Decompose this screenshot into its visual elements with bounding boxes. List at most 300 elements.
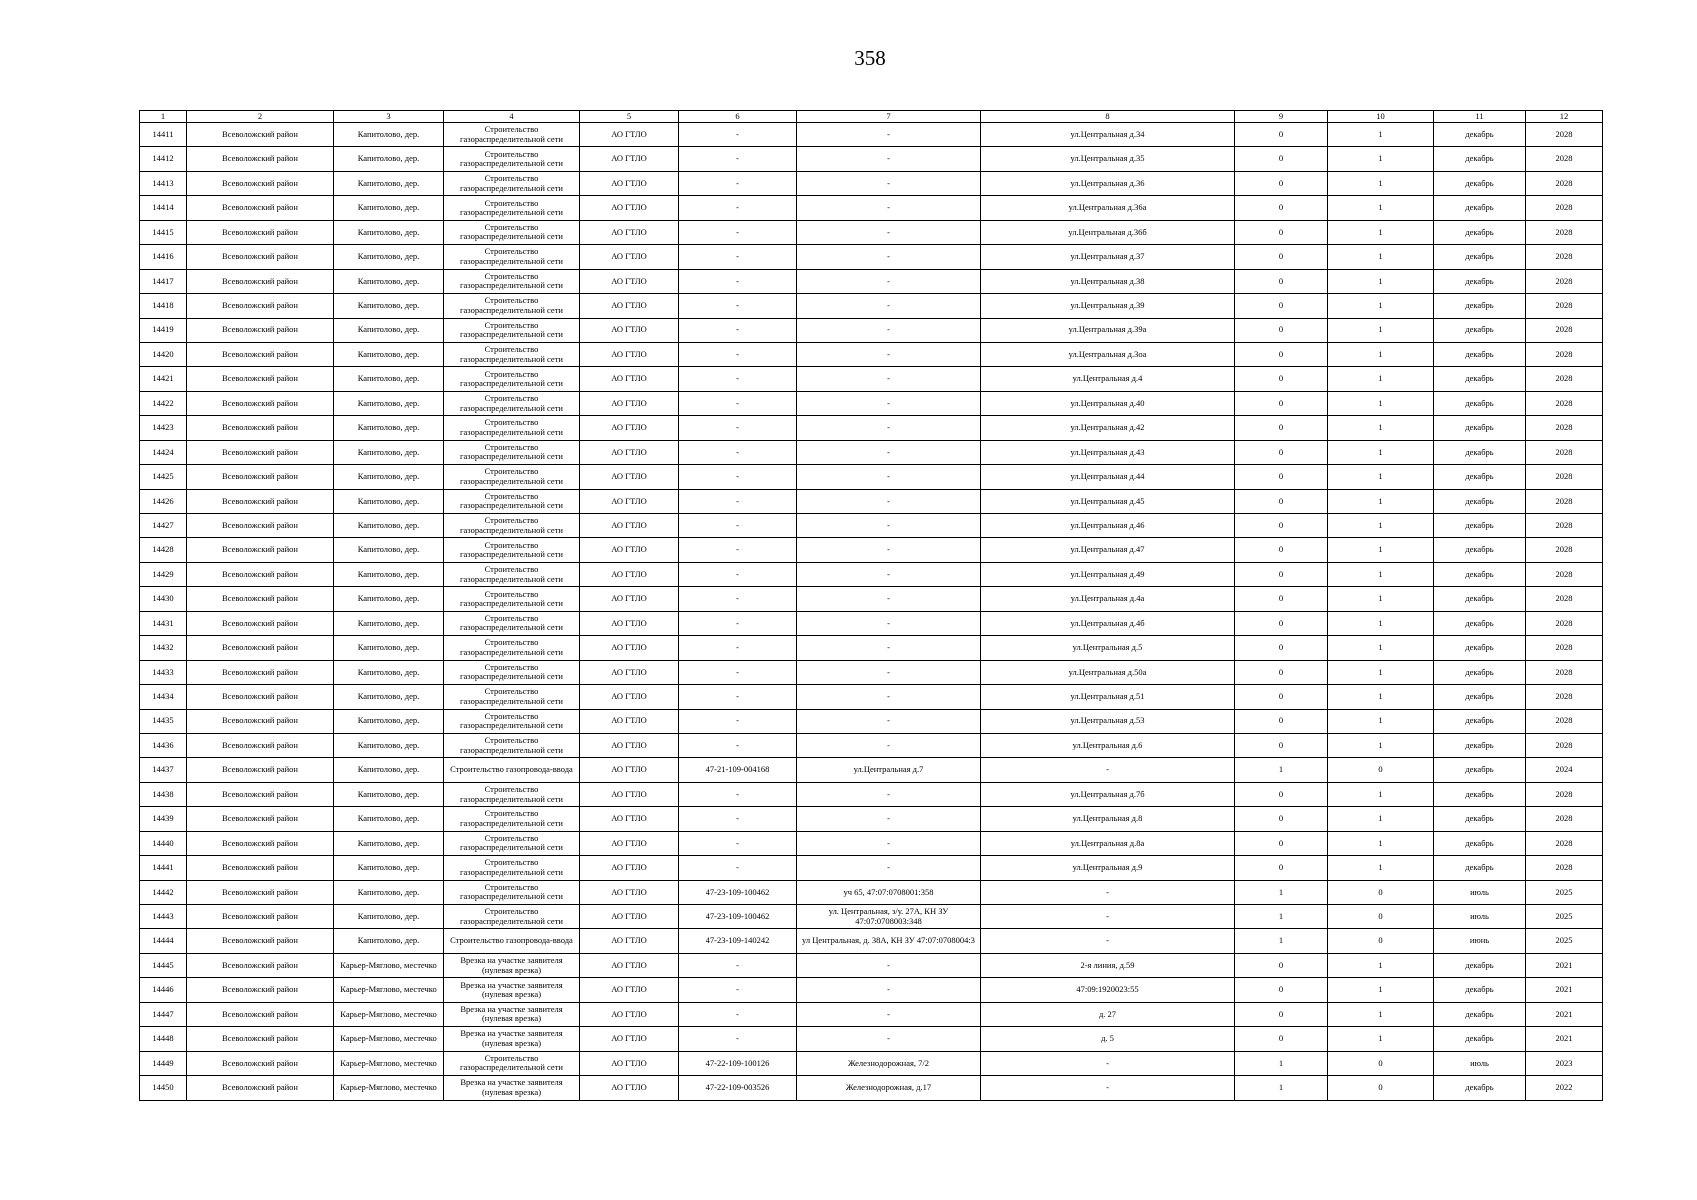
settlement-cell: Капитолово, дер. bbox=[334, 318, 444, 342]
settlement-cell: Карьер-Мяглово, местечко bbox=[334, 1027, 444, 1051]
permit-number-cell: - bbox=[679, 660, 797, 684]
work-type-cell: Строительство газораспределительной сети bbox=[444, 171, 580, 195]
record-id-cell: 14435 bbox=[140, 709, 187, 733]
year-cell: 2021 bbox=[1526, 1027, 1603, 1051]
district-cell: Всеволожский район bbox=[187, 929, 334, 953]
settlement-cell: Карьер-Мяглово, местечко bbox=[334, 1051, 444, 1075]
permit-number-cell: - bbox=[679, 807, 797, 831]
year-cell: 2028 bbox=[1526, 294, 1603, 318]
table-row bbox=[140, 611, 1603, 635]
count-a-cell: 1 bbox=[1235, 880, 1328, 904]
organization-cell: АО ГТЛО bbox=[580, 489, 679, 513]
work-type-cell: Строительство газораспределительной сети bbox=[444, 831, 580, 855]
street-address-cell: ул.Центральная д.40 bbox=[981, 391, 1235, 415]
table-row bbox=[140, 342, 1603, 366]
count-b-cell: 1 bbox=[1328, 196, 1434, 220]
address-cell: - bbox=[797, 367, 981, 391]
count-b-cell: 1 bbox=[1328, 416, 1434, 440]
table-row bbox=[140, 880, 1603, 904]
district-cell: Всеволожский район bbox=[187, 318, 334, 342]
work-type-cell: Строительство газопровода-ввода bbox=[444, 758, 580, 782]
organization-cell: АО ГТЛО bbox=[580, 880, 679, 904]
table-row bbox=[140, 1002, 1603, 1026]
count-a-cell: 1 bbox=[1235, 929, 1328, 953]
street-address-cell: ул.Центральная д.8 bbox=[981, 807, 1235, 831]
permit-number-cell: 47-23-109-140242 bbox=[679, 929, 797, 953]
month-cell: декабрь bbox=[1434, 611, 1526, 635]
month-cell: декабрь bbox=[1434, 196, 1526, 220]
record-id-cell: 14445 bbox=[140, 953, 187, 977]
district-cell: Всеволожский район bbox=[187, 587, 334, 611]
count-b-cell: 1 bbox=[1328, 611, 1434, 635]
count-a-cell: 1 bbox=[1235, 1051, 1328, 1075]
count-b-cell: 0 bbox=[1328, 758, 1434, 782]
table-row bbox=[140, 171, 1603, 195]
table-row bbox=[140, 489, 1603, 513]
month-cell: декабрь bbox=[1434, 416, 1526, 440]
year-cell: 2028 bbox=[1526, 245, 1603, 269]
record-id-cell: 14450 bbox=[140, 1076, 187, 1100]
year-cell: 2028 bbox=[1526, 587, 1603, 611]
permit-number-cell: - bbox=[679, 782, 797, 806]
street-address-cell: - bbox=[981, 929, 1235, 953]
address-cell: - bbox=[797, 171, 981, 195]
work-type-cell: Врезка на участке заявителя (нулевая врезка) bbox=[444, 1076, 580, 1100]
settlement-cell: Капитолово, дер. bbox=[334, 440, 444, 464]
count-a-cell: 0 bbox=[1235, 1027, 1328, 1051]
street-address-cell: ул.Центральная д.44 bbox=[981, 465, 1235, 489]
month-cell: декабрь bbox=[1434, 538, 1526, 562]
district-cell: Всеволожский район bbox=[187, 733, 334, 757]
column-number: 4 bbox=[444, 111, 580, 123]
year-cell: 2028 bbox=[1526, 660, 1603, 684]
count-a-cell: 0 bbox=[1235, 978, 1328, 1002]
address-cell: - bbox=[797, 514, 981, 538]
permit-number-cell: - bbox=[679, 685, 797, 709]
permit-number-cell: - bbox=[679, 636, 797, 660]
year-cell: 2028 bbox=[1526, 171, 1603, 195]
year-cell: 2028 bbox=[1526, 196, 1603, 220]
column-number: 12 bbox=[1526, 111, 1603, 123]
work-type-cell: Врезка на участке заявителя (нулевая врезка) bbox=[444, 978, 580, 1002]
table-row bbox=[140, 1027, 1603, 1051]
permit-number-cell: - bbox=[679, 171, 797, 195]
month-cell: декабрь bbox=[1434, 856, 1526, 880]
district-cell: Всеволожский район bbox=[187, 953, 334, 977]
organization-cell: АО ГТЛО bbox=[580, 465, 679, 489]
page-number: 358 bbox=[854, 46, 886, 70]
table-row bbox=[140, 660, 1603, 684]
month-cell: декабрь bbox=[1434, 587, 1526, 611]
table-row bbox=[140, 587, 1603, 611]
record-id-cell: 14415 bbox=[140, 220, 187, 244]
count-b-cell: 1 bbox=[1328, 465, 1434, 489]
district-cell: Всеволожский район bbox=[187, 611, 334, 635]
organization-cell: АО ГТЛО bbox=[580, 147, 679, 171]
settlement-cell: Капитолово, дер. bbox=[334, 636, 444, 660]
table-row bbox=[140, 538, 1603, 562]
organization-cell: АО ГТЛО bbox=[580, 318, 679, 342]
count-a-cell: 1 bbox=[1235, 1076, 1328, 1100]
permit-number-cell: - bbox=[679, 514, 797, 538]
address-cell: - bbox=[797, 416, 981, 440]
count-b-cell: 0 bbox=[1328, 1051, 1434, 1075]
address-cell: - bbox=[797, 807, 981, 831]
address-cell: - bbox=[797, 465, 981, 489]
permit-number-cell: - bbox=[679, 1027, 797, 1051]
count-b-cell: 1 bbox=[1328, 391, 1434, 415]
count-a-cell: 0 bbox=[1235, 782, 1328, 806]
street-address-cell: ул.Центральная д.47 bbox=[981, 538, 1235, 562]
year-cell: 2028 bbox=[1526, 782, 1603, 806]
month-cell: декабрь bbox=[1434, 636, 1526, 660]
settlement-cell: Капитолово, дер. bbox=[334, 171, 444, 195]
organization-cell: АО ГТЛО bbox=[580, 220, 679, 244]
permit-number-cell: - bbox=[679, 391, 797, 415]
address-cell: - bbox=[797, 636, 981, 660]
work-type-cell: Строительство газораспределительной сети bbox=[444, 294, 580, 318]
work-type-cell: Строительство газораспределительной сети bbox=[444, 685, 580, 709]
record-id-cell: 14443 bbox=[140, 905, 187, 929]
address-cell: - bbox=[797, 269, 981, 293]
record-id-cell: 14423 bbox=[140, 416, 187, 440]
settlement-cell: Капитолово, дер. bbox=[334, 489, 444, 513]
month-cell: декабрь bbox=[1434, 147, 1526, 171]
permit-number-cell: - bbox=[679, 856, 797, 880]
permit-number-cell: - bbox=[679, 587, 797, 611]
work-type-cell: Строительство газораспределительной сети bbox=[444, 709, 580, 733]
organization-cell: АО ГТЛО bbox=[580, 1002, 679, 1026]
organization-cell: АО ГТЛО bbox=[580, 294, 679, 318]
count-b-cell: 1 bbox=[1328, 269, 1434, 293]
count-b-cell: 1 bbox=[1328, 147, 1434, 171]
settlement-cell: Капитолово, дер. bbox=[334, 733, 444, 757]
count-b-cell: 1 bbox=[1328, 782, 1434, 806]
work-type-cell: Строительство газораспределительной сети bbox=[444, 416, 580, 440]
permit-number-cell: 47-22-109-003526 bbox=[679, 1076, 797, 1100]
count-a-cell: 0 bbox=[1235, 831, 1328, 855]
organization-cell: АО ГТЛО bbox=[580, 514, 679, 538]
settlement-cell: Капитолово, дер. bbox=[334, 660, 444, 684]
permit-number-cell: - bbox=[679, 123, 797, 147]
count-a-cell: 0 bbox=[1235, 391, 1328, 415]
organization-cell: АО ГТЛО bbox=[580, 758, 679, 782]
district-cell: Всеволожский район bbox=[187, 782, 334, 806]
count-a-cell: 0 bbox=[1235, 489, 1328, 513]
year-cell: 2025 bbox=[1526, 929, 1603, 953]
count-a-cell: 0 bbox=[1235, 733, 1328, 757]
count-a-cell: 0 bbox=[1235, 294, 1328, 318]
organization-cell: АО ГТЛО bbox=[580, 1076, 679, 1100]
address-cell: - bbox=[797, 856, 981, 880]
district-cell: Всеволожский район bbox=[187, 123, 334, 147]
count-b-cell: 1 bbox=[1328, 636, 1434, 660]
table-row bbox=[140, 733, 1603, 757]
table-row bbox=[140, 245, 1603, 269]
year-cell: 2024 bbox=[1526, 758, 1603, 782]
month-cell: декабрь bbox=[1434, 709, 1526, 733]
street-address-cell: ул.Центральная д.36б bbox=[981, 220, 1235, 244]
record-id-cell: 14437 bbox=[140, 758, 187, 782]
settlement-cell: Капитолово, дер. bbox=[334, 929, 444, 953]
organization-cell: АО ГТЛО bbox=[580, 856, 679, 880]
month-cell: декабрь bbox=[1434, 318, 1526, 342]
table-row bbox=[140, 196, 1603, 220]
district-cell: Всеволожский район bbox=[187, 171, 334, 195]
year-cell: 2028 bbox=[1526, 685, 1603, 709]
month-cell: июль bbox=[1434, 880, 1526, 904]
month-cell: декабрь bbox=[1434, 953, 1526, 977]
permit-number-cell: - bbox=[679, 440, 797, 464]
record-id-cell: 14413 bbox=[140, 171, 187, 195]
address-cell: - bbox=[797, 611, 981, 635]
year-cell: 2021 bbox=[1526, 978, 1603, 1002]
street-address-cell: д. 5 bbox=[981, 1027, 1235, 1051]
street-address-cell: ул.Центральная д.38 bbox=[981, 269, 1235, 293]
year-cell: 2028 bbox=[1526, 391, 1603, 415]
district-cell: Всеволожский район bbox=[187, 416, 334, 440]
table-row bbox=[140, 269, 1603, 293]
year-cell: 2025 bbox=[1526, 880, 1603, 904]
street-address-cell: ул.Центральная д.37 bbox=[981, 245, 1235, 269]
street-address-cell: ул.Центральная д.34 bbox=[981, 123, 1235, 147]
column-number: 7 bbox=[797, 111, 981, 123]
permit-number-cell: - bbox=[679, 220, 797, 244]
work-type-cell: Строительство газораспределительной сети bbox=[444, 733, 580, 757]
settlement-cell: Капитолово, дер. bbox=[334, 807, 444, 831]
year-cell: 2028 bbox=[1526, 562, 1603, 586]
street-address-cell: ул.Центральная д.51 bbox=[981, 685, 1235, 709]
count-a-cell: 1 bbox=[1235, 905, 1328, 929]
record-id-cell: 14427 bbox=[140, 514, 187, 538]
work-type-cell: Врезка на участке заявителя (нулевая врезка) bbox=[444, 953, 580, 977]
address-cell: - bbox=[797, 342, 981, 366]
street-address-cell: ул.Центральная д.46 bbox=[981, 514, 1235, 538]
year-cell: 2028 bbox=[1526, 611, 1603, 635]
settlement-cell: Капитолово, дер. bbox=[334, 220, 444, 244]
table-row bbox=[140, 807, 1603, 831]
count-b-cell: 1 bbox=[1328, 367, 1434, 391]
count-a-cell: 0 bbox=[1235, 465, 1328, 489]
organization-cell: АО ГТЛО bbox=[580, 709, 679, 733]
record-id-cell: 14439 bbox=[140, 807, 187, 831]
work-type-cell: Строительство газораспределительной сети bbox=[444, 465, 580, 489]
work-type-cell: Строительство газораспределительной сети bbox=[444, 562, 580, 586]
work-type-cell: Строительство газораспределительной сети bbox=[444, 269, 580, 293]
count-a-cell: 0 bbox=[1235, 587, 1328, 611]
year-cell: 2028 bbox=[1526, 342, 1603, 366]
month-cell: декабрь bbox=[1434, 685, 1526, 709]
count-b-cell: 1 bbox=[1328, 123, 1434, 147]
month-cell: декабрь bbox=[1434, 171, 1526, 195]
settlement-cell: Капитолово, дер. bbox=[334, 294, 444, 318]
month-cell: декабрь bbox=[1434, 123, 1526, 147]
organization-cell: АО ГТЛО bbox=[580, 342, 679, 366]
column-number: 11 bbox=[1434, 111, 1526, 123]
record-id-cell: 14424 bbox=[140, 440, 187, 464]
organization-cell: АО ГТЛО bbox=[580, 391, 679, 415]
address-cell: - bbox=[797, 953, 981, 977]
settlement-cell: Капитолово, дер. bbox=[334, 123, 444, 147]
permit-number-cell: - bbox=[679, 416, 797, 440]
month-cell: декабрь bbox=[1434, 245, 1526, 269]
record-id-cell: 14421 bbox=[140, 367, 187, 391]
column-number: 6 bbox=[679, 111, 797, 123]
column-number: 9 bbox=[1235, 111, 1328, 123]
settlement-cell: Капитолово, дер. bbox=[334, 880, 444, 904]
table-row bbox=[140, 1051, 1603, 1075]
street-address-cell: 2-я линия, д.59 bbox=[981, 953, 1235, 977]
organization-cell: АО ГТЛО bbox=[580, 611, 679, 635]
year-cell: 2028 bbox=[1526, 831, 1603, 855]
work-type-cell: Строительство газораспределительной сети bbox=[444, 391, 580, 415]
count-a-cell: 0 bbox=[1235, 953, 1328, 977]
address-cell: - bbox=[797, 489, 981, 513]
organization-cell: АО ГТЛО bbox=[580, 587, 679, 611]
address-cell: - bbox=[797, 1027, 981, 1051]
permit-number-cell: - bbox=[679, 733, 797, 757]
permit-number-cell: - bbox=[679, 978, 797, 1002]
register-table bbox=[139, 110, 1603, 1101]
district-cell: Всеволожский район bbox=[187, 294, 334, 318]
work-type-cell: Строительство газораспределительной сети bbox=[444, 342, 580, 366]
organization-cell: АО ГТЛО bbox=[580, 171, 679, 195]
table-row bbox=[140, 856, 1603, 880]
settlement-cell: Капитолово, дер. bbox=[334, 147, 444, 171]
count-b-cell: 1 bbox=[1328, 1002, 1434, 1026]
count-b-cell: 1 bbox=[1328, 514, 1434, 538]
permit-number-cell: 47-21-109-004168 bbox=[679, 758, 797, 782]
year-cell: 2028 bbox=[1526, 220, 1603, 244]
street-address-cell: ул.Центральная д.36а bbox=[981, 196, 1235, 220]
settlement-cell: Капитолово, дер. bbox=[334, 685, 444, 709]
street-address-cell: - bbox=[981, 880, 1235, 904]
district-cell: Всеволожский район bbox=[187, 758, 334, 782]
month-cell: декабрь bbox=[1434, 220, 1526, 244]
organization-cell: АО ГТЛО bbox=[580, 660, 679, 684]
count-a-cell: 1 bbox=[1235, 758, 1328, 782]
settlement-cell: Капитолово, дер. bbox=[334, 782, 444, 806]
month-cell: декабрь bbox=[1434, 562, 1526, 586]
address-cell: ул.Центральная д.7 bbox=[797, 758, 981, 782]
street-address-cell: ул.Центральная д.4б bbox=[981, 611, 1235, 635]
street-address-cell: ул.Центральная д.50а bbox=[981, 660, 1235, 684]
column-number: 3 bbox=[334, 111, 444, 123]
street-address-cell: 47:09:1920023:55 bbox=[981, 978, 1235, 1002]
organization-cell: АО ГТЛО bbox=[580, 196, 679, 220]
month-cell: декабрь bbox=[1434, 367, 1526, 391]
district-cell: Всеволожский район bbox=[187, 538, 334, 562]
address-cell: - bbox=[797, 147, 981, 171]
record-id-cell: 14432 bbox=[140, 636, 187, 660]
street-address-cell: ул.Центральная д.53 bbox=[981, 709, 1235, 733]
permit-number-cell: - bbox=[679, 294, 797, 318]
permit-number-cell: - bbox=[679, 465, 797, 489]
permit-number-cell: - bbox=[679, 342, 797, 366]
count-b-cell: 1 bbox=[1328, 489, 1434, 513]
count-a-cell: 0 bbox=[1235, 538, 1328, 562]
district-cell: Всеволожский район bbox=[187, 856, 334, 880]
address-cell: - bbox=[797, 831, 981, 855]
permit-number-cell: - bbox=[679, 245, 797, 269]
column-number: 8 bbox=[981, 111, 1235, 123]
address-cell: уч 65, 47:07:0708001:358 bbox=[797, 880, 981, 904]
settlement-cell: Капитолово, дер. bbox=[334, 538, 444, 562]
table-row bbox=[140, 831, 1603, 855]
count-b-cell: 0 bbox=[1328, 1076, 1434, 1100]
count-a-cell: 0 bbox=[1235, 269, 1328, 293]
year-cell: 2028 bbox=[1526, 733, 1603, 757]
month-cell: декабрь bbox=[1434, 294, 1526, 318]
address-cell: ул Центральная, д. 38А, КН ЗУ 47:07:0708004:3 bbox=[797, 929, 981, 953]
table-row bbox=[140, 685, 1603, 709]
year-cell: 2028 bbox=[1526, 709, 1603, 733]
record-id-cell: 14440 bbox=[140, 831, 187, 855]
month-cell: декабрь bbox=[1434, 1002, 1526, 1026]
organization-cell: АО ГТЛО bbox=[580, 416, 679, 440]
work-type-cell: Строительство газораспределительной сети bbox=[444, 538, 580, 562]
work-type-cell: Строительство газораспределительной сети bbox=[444, 587, 580, 611]
month-cell: декабрь bbox=[1434, 831, 1526, 855]
street-address-cell: ул.Центральная д.6 bbox=[981, 733, 1235, 757]
organization-cell: АО ГТЛО bbox=[580, 440, 679, 464]
permit-number-cell: 47-23-109-100462 bbox=[679, 880, 797, 904]
count-b-cell: 1 bbox=[1328, 685, 1434, 709]
street-address-cell: ул.Центральная д.8а bbox=[981, 831, 1235, 855]
month-cell: декабрь bbox=[1434, 391, 1526, 415]
table-row bbox=[140, 758, 1603, 782]
street-address-cell: ул.Центральная д.9 bbox=[981, 856, 1235, 880]
permit-number-cell: 47-22-109-100126 bbox=[679, 1051, 797, 1075]
permit-number-cell: - bbox=[679, 709, 797, 733]
settlement-cell: Капитолово, дер. bbox=[334, 758, 444, 782]
record-id-cell: 14417 bbox=[140, 269, 187, 293]
permit-number-cell: - bbox=[679, 489, 797, 513]
organization-cell: АО ГТЛО bbox=[580, 269, 679, 293]
organization-cell: АО ГТЛО bbox=[580, 929, 679, 953]
district-cell: Всеволожский район bbox=[187, 196, 334, 220]
settlement-cell: Капитолово, дер. bbox=[334, 562, 444, 586]
work-type-cell: Строительство газораспределительной сети bbox=[444, 611, 580, 635]
month-cell: июль bbox=[1434, 1051, 1526, 1075]
column-number: 5 bbox=[580, 111, 679, 123]
district-cell: Всеволожский район bbox=[187, 220, 334, 244]
address-cell: Железнодорожная, д.17 bbox=[797, 1076, 981, 1100]
table-row bbox=[140, 123, 1603, 147]
district-cell: Всеволожский район bbox=[187, 978, 334, 1002]
table-row bbox=[140, 147, 1603, 171]
district-cell: Всеволожский район bbox=[187, 831, 334, 855]
table-row bbox=[140, 416, 1603, 440]
count-b-cell: 1 bbox=[1328, 171, 1434, 195]
settlement-cell: Карьер-Мяглово, местечко bbox=[334, 1002, 444, 1026]
organization-cell: АО ГТЛО bbox=[580, 562, 679, 586]
count-a-cell: 0 bbox=[1235, 416, 1328, 440]
work-type-cell: Строительство газораспределительной сети bbox=[444, 1051, 580, 1075]
count-b-cell: 1 bbox=[1328, 318, 1434, 342]
district-cell: Всеволожский район bbox=[187, 465, 334, 489]
table-row bbox=[140, 1076, 1603, 1100]
district-cell: Всеволожский район bbox=[187, 1051, 334, 1075]
record-id-cell: 14433 bbox=[140, 660, 187, 684]
column-number: 2 bbox=[187, 111, 334, 123]
district-cell: Всеволожский район bbox=[187, 342, 334, 366]
count-a-cell: 0 bbox=[1235, 562, 1328, 586]
count-a-cell: 0 bbox=[1235, 514, 1328, 538]
month-cell: декабрь bbox=[1434, 1076, 1526, 1100]
address-cell: ул. Центральная, з/у. 27А, КН ЗУ 47:07:0708003:348 bbox=[797, 905, 981, 929]
district-cell: Всеволожский район bbox=[187, 489, 334, 513]
